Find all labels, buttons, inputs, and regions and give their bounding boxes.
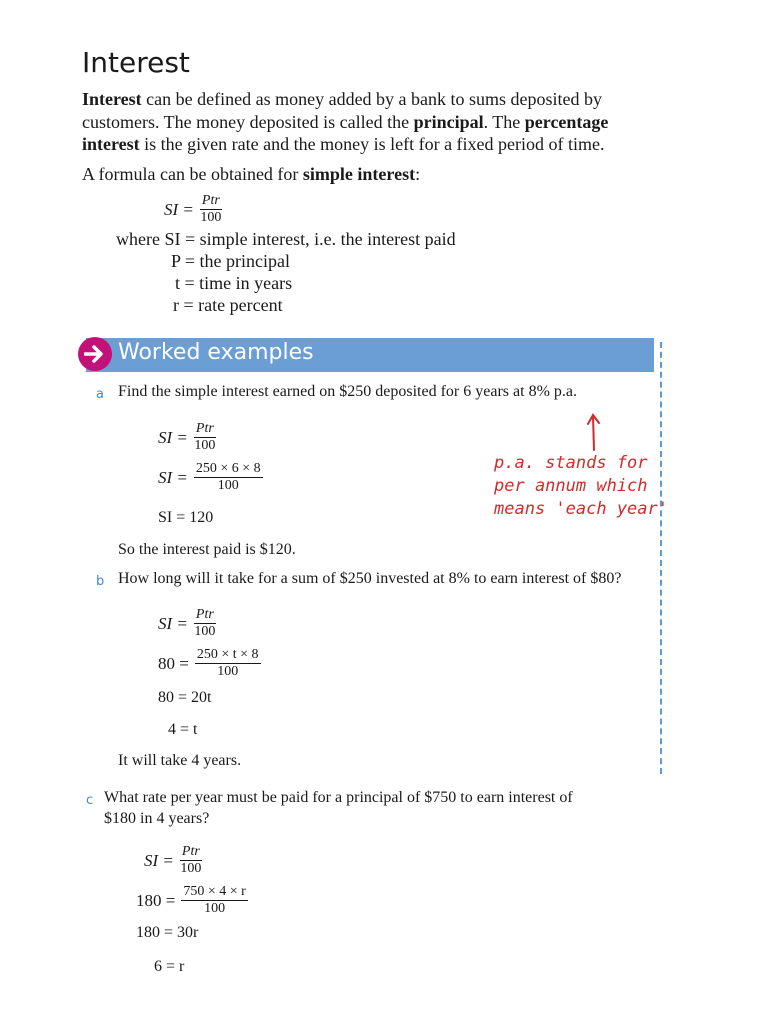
note-arrow-icon — [586, 412, 602, 452]
example-b-step-4: 4 = t — [168, 721, 198, 738]
simple-interest-formula: SI = $\frac{\text{Ptr}}{100}$ — [164, 193, 222, 225]
worked-examples-title: Worked examples — [118, 340, 314, 365]
example-b-label: b — [96, 574, 105, 589]
example-a-question: Find the simple interest earned on $250 deposited for 6 years at 8% p.a. — [118, 383, 577, 400]
example-b-answer: It will take 4 years. — [118, 752, 242, 769]
section-divider — [660, 342, 662, 774]
example-c-step-1: SI = $\frac{\text{Ptr}}{100}$ — [144, 844, 202, 876]
handwritten-note: p.a. stands for per annum which means 'each year' — [494, 453, 668, 519]
where-line-3: t = time in years — [175, 273, 293, 293]
example-b-step-3: 80 = 20t — [158, 689, 212, 706]
where-line-2: P = the principal — [171, 251, 290, 271]
example-c-step-4: 6 = r — [154, 958, 185, 975]
term-principal: principal — [413, 111, 484, 132]
term-interest: Interest — [82, 89, 142, 109]
example-b-step-1: SI = $\frac{\text{Ptr}}{100}$ — [158, 607, 216, 639]
term-percentage-interest: percentage interest — [82, 111, 609, 154]
where-line-4: r = rate percent — [173, 295, 283, 315]
arrow-right-icon — [78, 337, 112, 371]
example-c-step-2: 180 = $\frac{750 \times 4 \times r}{100}$ — [136, 884, 246, 916]
where-line-1: where SI = simple interest, i.e. the interest paid — [116, 229, 456, 249]
example-c-question-line-1: What rate per year must be paid for a principal of $750 to earn interest of — [104, 789, 573, 806]
example-c-question-line-2: $180 in 4 years? — [104, 810, 210, 827]
example-a-step-1: SI = $\frac{\text{Ptr}}{100}$ — [158, 421, 216, 453]
formula-intro: A formula can be obtained for simple interest: — [82, 164, 421, 184]
example-a-label: a — [96, 387, 104, 402]
formula-fraction: $\frac{\text{Ptr}}{100}$ — [200, 193, 222, 225]
example-b-step-2: 80 = $\frac{250 \times t \times 8}{100}$ — [158, 647, 259, 679]
example-c-label: c — [86, 793, 94, 808]
example-a-step-3: SI = 120 — [158, 509, 214, 526]
example-a-step-2: SI = $\frac{250 \times 6 \times 8}{100}$ — [158, 461, 261, 493]
example-a-answer: So the interest paid is $120. — [118, 541, 296, 558]
example-c-step-3: 180 = 30r — [136, 924, 199, 941]
intro-paragraph: Interest can be defined as money added by a bank to sums deposited by customers. The money deposited is called the principal. The percentage interest is the given rate and the money is left for a fixed period of time. — [82, 89, 609, 154]
page-title: Interest — [82, 46, 190, 79]
example-b-question: How long will it take for a sum of $250 invested at 8% to earn interest of $80? — [118, 570, 622, 587]
